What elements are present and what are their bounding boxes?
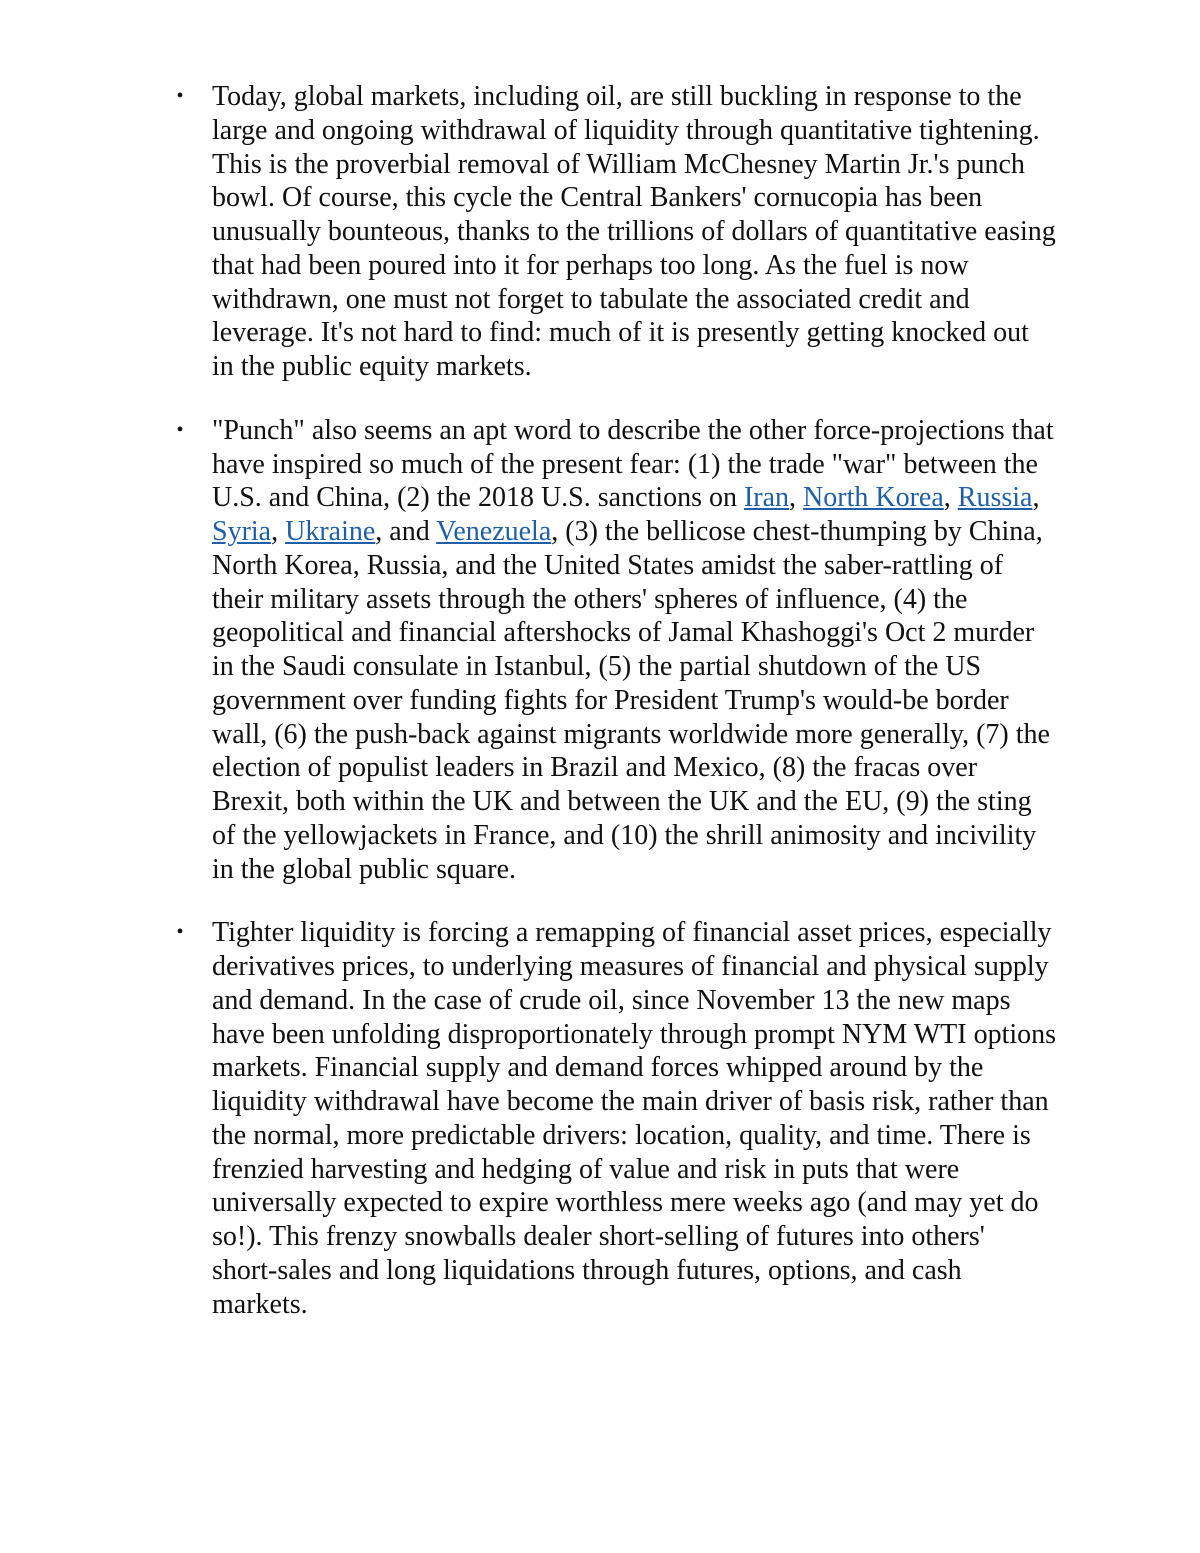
- separator: ,: [789, 482, 804, 514]
- link-russia[interactable]: Russia: [957, 482, 1033, 514]
- bullet-list: [176, 80, 1057, 1321]
- separator: ,: [271, 516, 286, 547]
- bullet-icon: •: [176, 418, 184, 441]
- link-ukraine[interactable]: Ukraine: [285, 516, 376, 547]
- paragraph-rest: , (3) the bellicose chest-thumping by China, North Korea, Russia, and the United States amidst the saber-rattling of their military assets through the others' spheres of influence, (4) the geopolitical and financial aftershocks of Jamal Khashoggi's Oct 2 murder in the Saudi consulate in Istanbul, (5) the partial shutdown of the US government over funding fights for President Trump's would-be border wall, (6) the push-back against migrants worldwide more generally, (7) the election of populist leaders in Brazil and Mexico, (8) the fracas over Brexit, both within the UK and between the UK and the EU, (9) the sting of the yellowjackets in France, and (10) the shrill animosity and incivility in the global public square.: [212, 516, 1050, 885]
- list-item: [176, 80, 1057, 384]
- link-north-korea[interactable]: North Korea: [803, 482, 944, 514]
- bullet-icon: •: [176, 85, 184, 107]
- paragraph-text: Tighter liquidity is forcing a remapping of financial asset prices, especially derivatives prices, to underlying measures of financial and physical supply and demand. In the case of crude oil, since November 13 the new maps have been unfolding disproportionately through prompt NYM WTI options markets. Financial supply and demand forces whipped around by the liquidity withdrawal have become the main driver of basis risk, rather than the normal, more predictable drivers: location, quality, and time. There is frenzied harvesting and hedging of value and risk in puts that were universally expected to expire worthless mere weeks ago (and may yet do so!). This frenzy snowballs dealer short-selling of futures into others' short-sales and long liquidations through futures, options, and cash markets.: [212, 917, 1057, 1320]
- link-iran[interactable]: Iran: [743, 482, 790, 514]
- list-item: [176, 916, 1057, 1321]
- separator: ,: [1032, 482, 1040, 514]
- paragraph-text: Today, global markets, including oil, are still buckling in response to the large and ongoing withdrawal of liquidity through quantitative tightening. This is the proverbial removal of William McChesney Martin Jr.'s punch bowl. Of course, this cycle the Central Bankers' cornucopia has been unusually bounteous, thanks to the trillions of dollars of quantitative easing that had been poured into it for perhaps too long. As the fuel is now withdrawn, one must not forget to tabulate the associated credit and leverage. It's not hard to find: much of it is presently getting knocked out in the public equity markets.: [212, 81, 1056, 382]
- link-venezuela[interactable]: Venezuela: [436, 516, 552, 547]
- list-item: [176, 414, 1057, 887]
- link-syria[interactable]: Syria: [212, 516, 272, 547]
- paragraph-intro: "Punch" also seems an apt word to describe the other force-projections that have inspired so much of the present fear: (1) the trade "war" between the U.S. and China, (2) the 2018 U.S. sanctions on: [212, 414, 1054, 514]
- separator: , and: [375, 516, 437, 547]
- bullet-icon: •: [176, 921, 184, 944]
- separator: ,: [943, 482, 958, 514]
